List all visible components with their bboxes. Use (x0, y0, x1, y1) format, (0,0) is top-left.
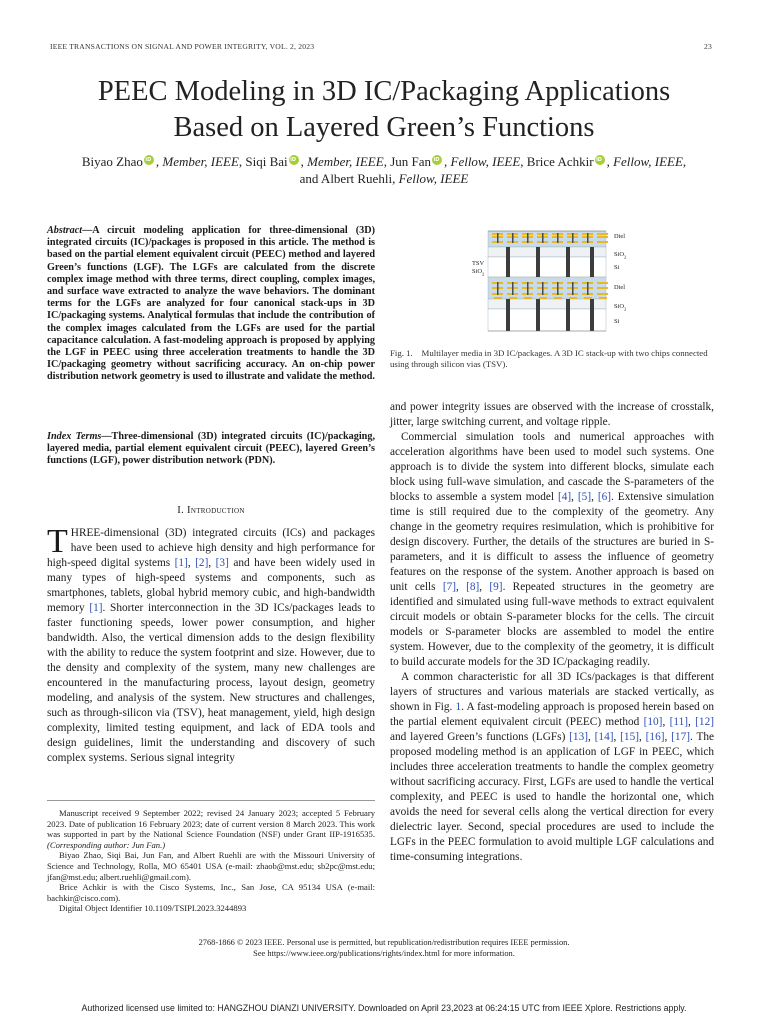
figure-link[interactable]: 1 (455, 701, 462, 713)
bump-pad (539, 297, 547, 299)
citation-link[interactable]: [15] (620, 731, 639, 743)
bump-pad (509, 297, 517, 299)
author-name: Siqi Bai (245, 154, 288, 169)
author-role: Fellow, IEEE (450, 154, 521, 169)
metal-via (527, 233, 529, 243)
tsv-via (536, 299, 540, 331)
right-column-text (390, 400, 714, 865)
author-role: Member, IEEE (162, 154, 239, 169)
paragraph-text: A common characteristic for all 3D ICs/packages is that different layers of structures and various materials are stacked vertically, as shown in Fig. (390, 671, 714, 713)
citation-link[interactable]: [9] (489, 581, 503, 593)
metal-trace (597, 236, 608, 238)
metal-trace (597, 287, 608, 289)
metal-via (512, 233, 514, 243)
metal-via (512, 282, 514, 295)
tsv-via (590, 299, 594, 331)
paragraph-text: . The proposed modeling method is an application of LGF in PEEC, which includes three acceleration treatments to handle the complex geometry without sacrificing accuracy. First, LGFs are used to handle the vertical complexity, and PEEC is used to handle the horizontal one, which avoids the need for several cells along the vertical direction for every dielectric layer. Second, special procedures are used to include the LGFs in the PEEC formulation to avoid multiple LGF calculations and time-consuming integrations. (390, 731, 715, 863)
bump-pad (554, 297, 562, 299)
abstract (47, 225, 375, 384)
tsv-via (506, 247, 510, 277)
label-sio2: SiO$_2$ (614, 251, 627, 260)
figure-1-stackup (470, 227, 640, 337)
metal-via (542, 233, 544, 243)
metal-via (542, 282, 544, 295)
citation-link[interactable]: [10] (643, 716, 663, 728)
citation-link[interactable]: [4] (557, 491, 572, 503)
author-name: Biyao Zhao (81, 154, 143, 169)
abstract-lead: Abstract (47, 225, 83, 236)
citation-link[interactable]: [14] (594, 731, 614, 743)
bump-pad (599, 297, 607, 299)
intro-text: . Shorter interconnection in the 3D ICs/packages leads to faster functioning speeds, lower power consumption, and higher bandwidth. Also, the vertical dimension adds to the design flexibility with the ability to reduce the system footprint and size. However, due to the density and complexity of the system, many new challenges are encountered in the manufacturing process, layout design, geometry modeling, and analysis of the system. New structures and challenges, such as through-silicon via (TSV), heat management, yield, high design complexity, limited testing equipment, and lack of EDA tools and design guidelines, limit the understanding and discovery of such complex systems. Serious signal integrity (47, 602, 375, 764)
orcid-icon[interactable] (144, 155, 154, 165)
citation-link[interactable]: [13] (569, 731, 588, 743)
index-terms (47, 431, 375, 468)
metal-via (527, 282, 529, 295)
orcid-icon[interactable] (289, 155, 299, 165)
layer-si-top (488, 257, 606, 277)
footnote-divider (47, 800, 375, 801)
paragraph-text: . Repeated structures in the geometry are identified and simulated using full-wave methods to extract equivalent circuit models or obtain S-parameter blocks for the cells. The circuit models or S-parameter blocks are assembled to model the entire system. However, due to the complexity of the geometry, it is difficult to build accurate models for the 3D IC/packaging readily. (390, 581, 714, 668)
tsv-via (566, 299, 570, 331)
paragraph-text: . Extensive simulation time is still required due to the complexity of the geometry. Any change in the geometry requires resimulation, which is prohibitive for design discovery. Further, the details of the structures are buried in S-parameters, and it is difficult to assess the influence of geometry features on the response of the system. Another approach is based on unit cells (390, 491, 714, 593)
author-role: Fellow, IEEE (613, 154, 683, 169)
title-line-2: Based on Layered Green’s Functions (173, 112, 595, 143)
metal-via (497, 282, 499, 295)
metal-trace (597, 282, 608, 284)
paper-title (40, 74, 728, 146)
author-list: Biyao ZhaoiD , Member, IEEE, Siqi BaiiD , Member, IEEE, Jun FaniD , Fellow, IEEE, Brice AchkiriD , Fellow, IEEE, and Albert Ruehli, Fellow, IEEE (40, 153, 728, 187)
label-sio2: SiO$_2$ (472, 268, 485, 277)
paragraph-text: and power integrity issues are observed with the increase of crosstalk, jitter, large switching current, and voltage ripple. (390, 401, 714, 428)
footnote-text: Manuscript received 9 September 2022; revised 24 January 2023; accepted 5 February 2023. Date of publication 16 February 2023; date of current version 8 March 2023. This work was supported in part by the National Science Foundation (NSF) under Grant IIP-1916535. (47, 808, 375, 840)
paragraph (390, 400, 714, 430)
metal-via (587, 282, 589, 295)
introduction-text: THREE-dimensional (3D) integrated circuits (ICs) and packages have been used to achieve high density and high performance for high-speed digital systems [1], [2], [3] and have been widely used in many types of high-speed systems and components, such as smartphones, tablets, global hybrid memory cubic, and high-bandwidth memory [1]. Shorter interconnection in the 3D ICs/packages leads to faster functioning speeds, lower power consumption, and higher bandwidth. Also, the vertical dimension adds to the design flexibility with the ability to reduce the system footprint and size. However, due to the density and complexity of the system, many new challenges are encountered in the manufacturing process, layout design, geometry modeling, and analysis of the system. New structures and challenges, such as through-silicon via (TSV), heat management, yield, high design complexity, limited testing equipment, and lack of EDA tools and design guidelines, limit the understanding and discovery of such complex systems. Serious signal integrity (47, 523, 375, 764)
metal-via (557, 233, 559, 243)
layer-sio2-bottom (488, 299, 606, 309)
intro-text: and have been widely used in many types of high-speed systems and components, such as smartphones, tablets, global hybrid memory cubic, and high-bandwidth memory (47, 557, 375, 614)
index-terms-text: —Three-dimensional (3D) integrated circuits (IC)/packaging, layered media, partial element equivalent circuit (PEEC), layered Green’s functions (LGF), power distribution network (PDN). (47, 431, 375, 467)
citation-link[interactable]: [3] (215, 557, 229, 569)
footnote-doi: Digital Object Identifier 10.1109/TSIPI.2023.3244893 (59, 903, 247, 914)
rights-link[interactable]: See https://www.ieee.org/publications/rights/index.html for more information. (253, 948, 515, 958)
metal-trace (597, 241, 608, 243)
corresponding-author: (Corresponding author: Jun Fan.) (47, 839, 166, 850)
drop-cap: T (47, 523, 68, 560)
paragraph-text: . A fast-modeling approach is proposed herein based on the partial element equivalent circuit (PEEC) method (390, 701, 714, 728)
citation-link[interactable]: [2] (195, 557, 209, 569)
section-title: Introduction (187, 505, 245, 516)
citation-link[interactable]: [1] (89, 602, 103, 614)
label-sio2: SiO$_2$ (614, 303, 627, 312)
license-notice: Authorized licensed use limited to: HANGZHOU DIANZI UNIVERSITY. Downloaded on April 23,2023 at 06:24:15 UTC from IEEE Xplore. Restrictions apply. (81, 1003, 687, 1013)
footnote-manuscript (47, 808, 375, 850)
citation-link[interactable]: [17] (671, 731, 690, 743)
label-diel: Diel (614, 233, 626, 240)
bump-pad (494, 297, 502, 299)
author-role: Fellow, IEEE (398, 171, 469, 186)
orcid-icon[interactable] (595, 155, 605, 165)
label-diel: Diel (614, 284, 626, 291)
footnote-affiliation: Brice Achkir is with the Cisco Systems, Inc., San Jose, CA 95134 USA (e-mail: bachkir@cisco.com). (47, 882, 375, 903)
bump-pad (584, 297, 592, 299)
orcid-icon[interactable] (432, 155, 442, 165)
title-line-1: PEEC Modeling in 3D IC/Packaging Applications (97, 76, 671, 107)
tsv-via (590, 247, 594, 277)
metal-trace (597, 293, 608, 295)
tsv-via (566, 247, 570, 277)
tsv-via (506, 299, 510, 331)
label-si: Si (614, 318, 620, 325)
paragraph: Commercial simulation tools and numerical approaches with acceleration algorithms have been used to model such systems. One approach is to divide the system into different blocks, simulate each block using full-wave simulation, and cascade the S-parameters of the blocks to assemble a system model [4], [5], [6]. Extensive simulation time is still required due to the complexity of the geometry. Any change in the geometry requires resimulation, which is prohibitive for design discovery. Further, the details of the structures are buried in S-parameters, and it is difficult to assess the influence of geometry features on the response of the system. Another approach is based on unit cells [7], [8], [9]. Repeated structures in the geometry are identified and simulated using full-wave methods to extract equivalent circuit models or obtain S-parameter blocks for the cells. The circuit models or S-parameter blocks are assembled to model the entire system. However, due to the complexity of the geometry, it is difficult to build accurate models for the 3D IC/packaging readily. (390, 431, 714, 668)
running-header (50, 42, 712, 54)
author-name: Jun Fan (390, 154, 431, 169)
abstract-text: —A circuit modeling application for three-dimensional (3D) integrated circuits (IC)/packages is proposed in this article. The method is based on the partial element equivalent circuit (PEEC) method and layered Green’s functions (LGF). The LGFs are calculated from the discrete complex image method with three terms, direct coupling, complex images, and surface wave extracted to analyze the wave behaviors. The dominant terms for the LGFs are analyzed for four canonical stack-ups in 3D IC/packaging systems. Analytical formulas that include the contribution of the complex images calculated from the LGFs are used for the partial capacitance calculation. A fast-modeling approach is proposed by applying the LGF in PEEC using three acceleration treatments to handle the 3D IC/packaging geometry without sacrificing accuracy. An on-chip power distribution network geometry is used to illustrate and validate the method. (47, 225, 375, 383)
citation-link[interactable]: [7] (442, 581, 456, 593)
author-role: Member, IEEE (307, 154, 384, 169)
footnote (47, 808, 375, 914)
paragraph: A common characteristic for all 3D ICs/packages is that different layers of structures and various materials are stacked vertically, as shown in Fig. 1. A fast-modeling approach is proposed herein based on the partial element equivalent circuit (PEEC) method [10], [11], [12] and layered Green’s functions (LGFs) [13], [14], [15], [16], [17]. The proposed modeling method is an application of LGF in PEEC, which includes three acceleration treatments to handle the complex geometry without sacrificing accuracy. First, LGFs are used to handle the vertical complexity, and PEEC is used to handle the horizontal one, which avoids the need for several cells along the vertical direction for every dielectric layer. Second, special procedures are used to include the LGFs in the PEEC formulation to avoid multiple LGF calculations and time-consuming integrations. (390, 671, 715, 863)
layer-si-bottom (488, 309, 606, 331)
index-terms-lead: Index Terms (47, 431, 102, 442)
author-name: and Albert Ruehli (299, 171, 393, 186)
citation-link[interactable]: [12] (695, 716, 714, 728)
bump-pad (569, 297, 577, 299)
footnote-affiliation: Biyao Zhao, Siqi Bai, Jun Fan, and Albert Ruehli are with the Missouri University of Science and Technology, Rolla, MO 65401 USA (e-mail: zhaob@mst.edu; sb2pc@mst.edu; jfan@mst.edu; albert.ruehli@gmail.com). (47, 850, 375, 882)
copyright-line: 2768-1866 © 2023 IEEE. Personal use is permitted, but republication/redistribution requires IEEE permission. (198, 938, 570, 947)
citation-link[interactable]: [5] (577, 491, 592, 503)
paragraph-text: Commercial simulation tools and numerical approaches with acceleration algorithms have been used to model such systems. One approach is to divide the system into different blocks, simulate each block using full-wave simulation, and cascade the S-parameters of the blocks to assemble a system model (390, 431, 714, 503)
section-number: I. (177, 505, 188, 516)
paragraph-text: and layered Green’s functions (LGFs) (390, 731, 570, 743)
citation-link[interactable]: [6] (597, 491, 612, 503)
citation-link[interactable]: [11] (669, 716, 689, 728)
metal-via (497, 233, 499, 243)
metal-via (587, 233, 589, 243)
figure-caption (390, 348, 714, 370)
journal-name: IEEE TRANSACTIONS ON SIGNAL AND POWER INTEGRITY, VOL. 2, 2023 (50, 42, 315, 51)
caption-label: Fig. 1. (390, 348, 413, 358)
tsv-via (536, 247, 540, 277)
copyright-notice (40, 938, 728, 959)
layer-sio2-top (488, 247, 606, 257)
citation-link[interactable]: [1] (174, 557, 188, 569)
author-name: Brice Achkir (526, 154, 594, 169)
bump-pad (524, 297, 532, 299)
citation-link[interactable]: [8] (466, 581, 480, 593)
metal-via (572, 233, 574, 243)
citation-link[interactable]: [16] (645, 731, 665, 743)
metal-via (572, 282, 574, 295)
section-heading (47, 505, 375, 516)
intro-text: HREE-dimensional (3D) integrated circuits (ICs) and packages have been used to achieve high density and high performance for high-speed digital systems (47, 527, 375, 569)
label-si: Si (614, 264, 620, 271)
label-tsv: TSV (472, 260, 485, 267)
page-number: 23 (704, 42, 712, 51)
metal-trace (597, 233, 608, 235)
caption-text: Multilayer media in 3D IC/packages. A 3D IC stack-up with two chips connected using through silicon vias (TSV). (390, 348, 708, 369)
metal-via (557, 282, 559, 295)
